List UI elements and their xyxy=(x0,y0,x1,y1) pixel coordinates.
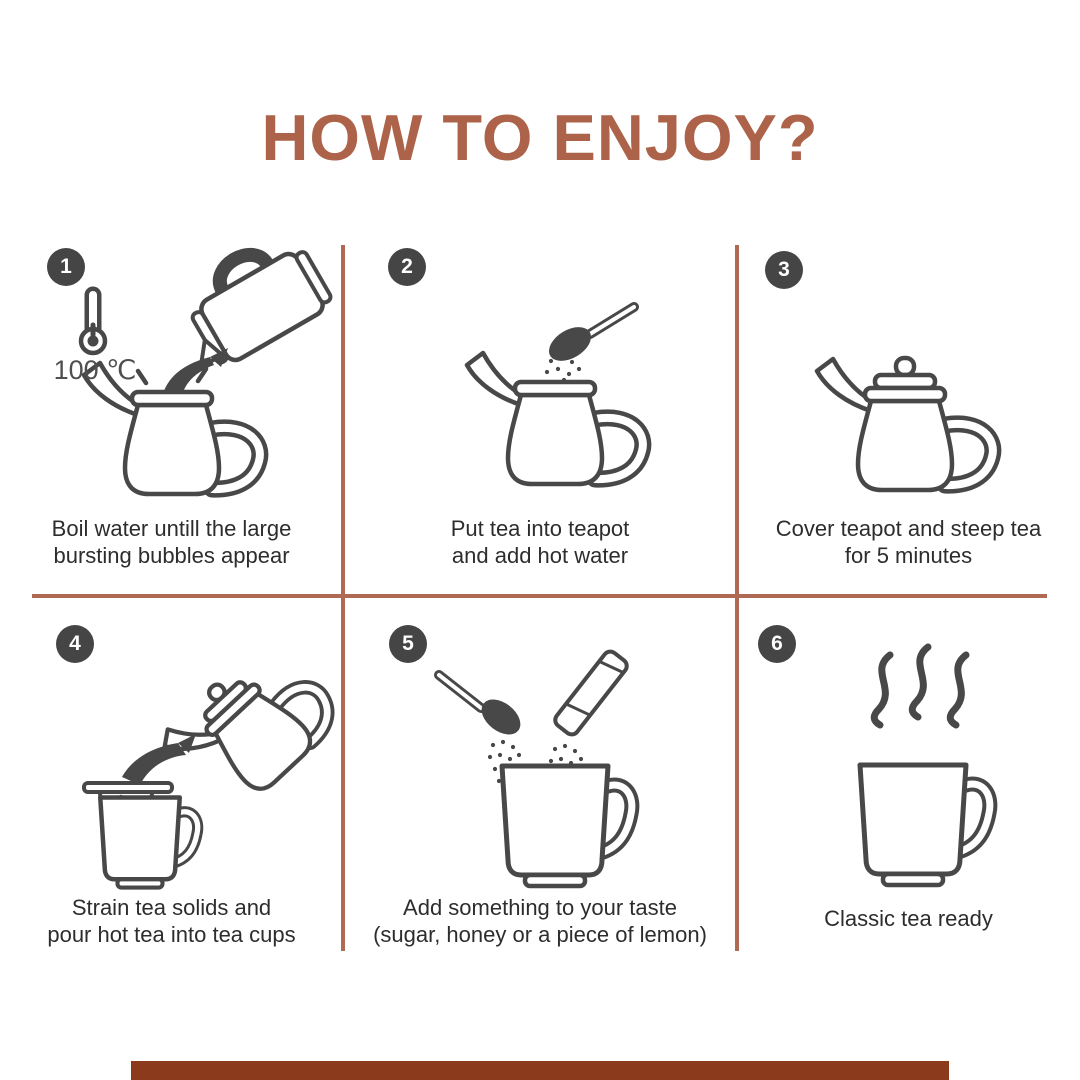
caption-line-1: Cover teapot and steep tea xyxy=(775,516,1042,541)
step-number: 2 xyxy=(401,255,413,278)
caption-line-2: for 5 minutes xyxy=(844,543,973,568)
kettle-icon xyxy=(163,245,335,377)
step-number: 6 xyxy=(771,632,783,655)
tilted-teapot-icon xyxy=(157,636,343,820)
teapot-icon xyxy=(467,353,643,484)
bottom-accent-bar xyxy=(131,1061,949,1080)
caption-line-1: Strain tea solids and xyxy=(71,895,272,920)
thermometer-icon xyxy=(81,295,105,353)
caption-line-2: (sugar, honey or a piece of lemon) xyxy=(373,922,707,947)
step-panel-6 xyxy=(737,597,1080,960)
step-number-badge xyxy=(389,625,427,663)
step-number: 1 xyxy=(60,255,72,278)
teapot-with-lid-icon xyxy=(817,358,993,490)
temperature-label: 100 ℃ xyxy=(53,355,137,385)
step-caption xyxy=(343,515,737,569)
water-stream-icon xyxy=(164,348,228,395)
steam-icon xyxy=(874,647,966,725)
step-number: 4 xyxy=(69,632,81,655)
mug-icon xyxy=(502,766,632,886)
page-title: HOW TO ENJOY? xyxy=(261,101,819,174)
step-caption xyxy=(737,905,1080,932)
step-number-badge xyxy=(758,625,796,663)
sugar-stick-icon xyxy=(552,649,629,738)
step-caption xyxy=(343,894,737,948)
caption-line-2: bursting bubbles appear xyxy=(53,543,290,568)
caption-line-2: pour hot tea into tea cups xyxy=(47,922,296,947)
step-panel-3 xyxy=(737,245,1080,593)
step-panel-1 xyxy=(0,245,343,593)
step-panel-5 xyxy=(343,597,737,960)
step-number: 5 xyxy=(402,632,414,655)
caption-line-1: Boil water untill the large xyxy=(51,516,292,541)
caption-line-1: Put tea into teapot xyxy=(450,516,630,541)
spoon-icon xyxy=(543,307,634,368)
step-panel-4 xyxy=(0,597,343,960)
caption-line-2: and add hot water xyxy=(451,543,629,568)
step-number-badge xyxy=(47,248,85,286)
step-number-badge xyxy=(56,625,94,663)
step-caption xyxy=(737,515,1080,569)
teacup-icon xyxy=(100,798,197,888)
caption-line-1: Classic tea ready xyxy=(824,906,993,931)
step-caption xyxy=(0,515,343,569)
step-number: 3 xyxy=(778,258,790,281)
mug-icon xyxy=(860,765,990,885)
spoon-icon xyxy=(439,675,527,742)
caption-line-1: Add something to your taste xyxy=(403,895,677,920)
tea-stream-icon xyxy=(122,734,196,785)
step-caption xyxy=(0,894,343,948)
step-number-badge xyxy=(388,248,426,286)
step-number-badge xyxy=(765,251,803,289)
step-panel-2 xyxy=(343,245,737,593)
